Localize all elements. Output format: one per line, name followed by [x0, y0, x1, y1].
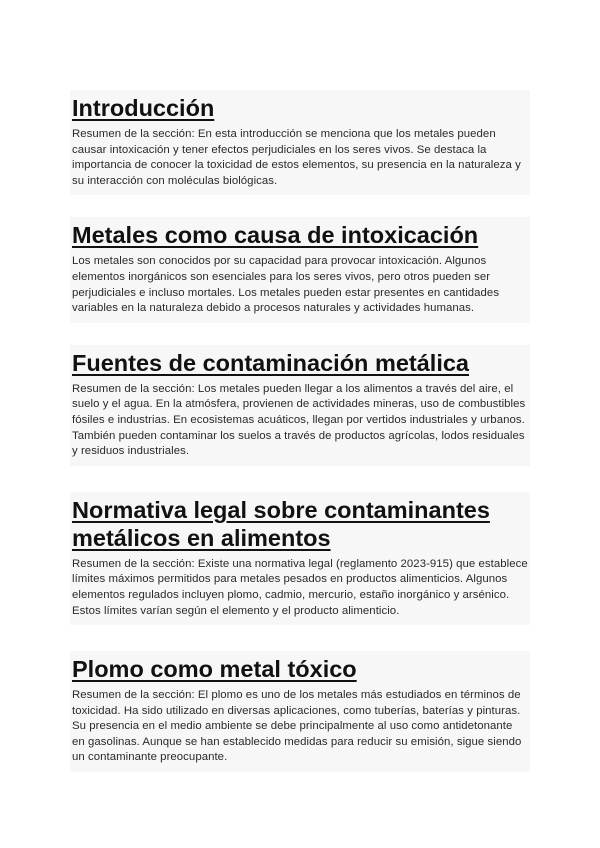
document-page [70, 90, 530, 772]
section-heading: Plomo como metal tóxico [72, 656, 357, 683]
section-fuentes-contaminacion [70, 345, 530, 466]
section-summary: Resumen de la sección: Existe una normativa legal (reglamento 2023-915) que establece límites máximos permitidos para metales pesados en productos alimenticios. Algunos elementos regulados incluyen plomo, cadmio, mercurio, estaño inorgánico y arsénico. Estos límites varían según el elemento y el producto alimenticio. [72, 557, 528, 617]
section-heading: Normativa legal sobre contaminantes metálicos en alimentos [72, 496, 490, 551]
section-summary: Resumen de la sección: En esta introducción se menciona que los metales pueden causar intoxicación y tener efectos perjudiciales en los seres vivos. Se destaca la importancia de conocer la toxicidad de estos elementos, su presencia en la naturaleza y su interacción con moléculas biológicas. [72, 128, 521, 187]
section-introduccion [70, 90, 530, 195]
section-heading: Metales como causa de intoxicación [72, 222, 479, 249]
section-summary: Resumen de la sección: Los metales pueden llegar a los alimentos a través del aire, el suelo y el agua. En la atmósfera, provienen de actividades mineras, uso de combustibles fósiles e industrias. En ecosistemas acuáticos, llegan por vertidos industriales y urbanos. También pueden contaminar los suelos a través de productos agrícolas, lodos residuales y residuos industriales. [72, 382, 526, 458]
section-metales-intoxicacion [70, 217, 530, 322]
section-heading: Introducción [72, 95, 215, 121]
section-summary: Los metales son conocidos por su capacidad para provocar intoxicación. Algunos elementos inorgánicos son esenciales para los seres vivos, pero otros pueden ser perjudiciales e incluso mortales. Los metales pueden estar presentes en cantidades variables en la naturaleza debido a procesos naturales y actividades humanas. [72, 255, 500, 315]
section-plomo [70, 651, 530, 772]
section-normativa-legal [70, 492, 530, 625]
section-heading: Fuentes de contaminación metálica [72, 349, 469, 376]
section-summary: Resumen de la sección: El plomo es uno de los metales más estudiados en términos de toxicidad. Ha sido utilizado en diversas aplicaciones, como tuberías, baterías y pinturas. Su presencia en el medio ambiente se debe principalmente al uso como antidetonante en gasolinas. Aunque se han establecido medidas para reducir su emisión, sigue siendo un contaminante preocupante. [72, 689, 522, 764]
